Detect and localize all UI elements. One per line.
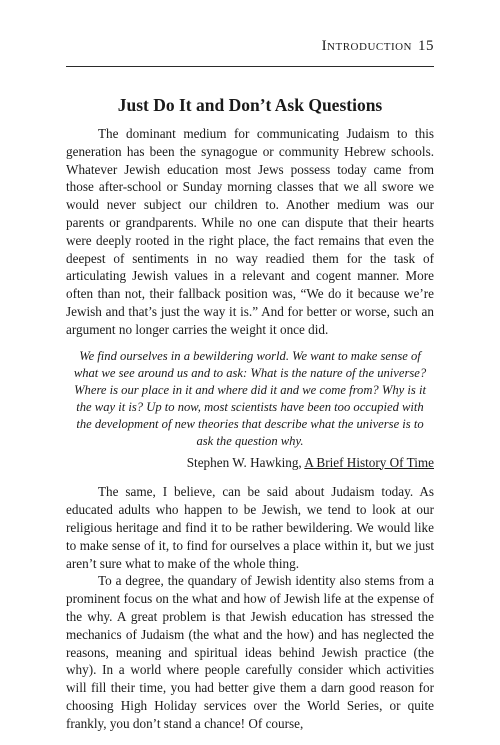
- running-head-section: Introduction: [321, 38, 412, 54]
- header-rule: [66, 66, 434, 67]
- quote-book-title: A Brief History Of Time: [304, 454, 434, 470]
- epigraph-quote: We find ourselves in a bewildering world. We want to make sense of what we see around us and to ask: What is the nature of the universe? Where is our place in it and where did it and we come from? Why is it the way it is? Up to now, most scientists have been too occupied with the development of new theories that describe what the universe is to ask the question why.: [73, 348, 427, 448]
- paragraph-2: The same, I believe, can be said about Judaism today. As educated adults who happen to be Jewish, we tend to look at our religious heritage and find it to be rather bewildering. We would like to make sense of it, to find for ourselves a place within it, but we just aren’t sure what to make of the whole thing.: [66, 484, 434, 571]
- chapter-title: Just Do It and Don’t Ask Questions: [117, 95, 383, 115]
- paragraph-3: To a degree, the quandary of Jewish identity also stems from a prominent focus on the what and how of Jewish life at the expense of the why. A great problem is that Jewish education has stressed the mechanics of Judaism (the what and the how) and has neglected the reasons, meaning and spiritual ideas behind Jewish practice (the why). In a world where people carefully consider which activities will fill their time, you had better give them a darn good reason for choosing High Holiday services over the World Series, or quite frankly, you don’t stand a chance! Of course,: [66, 573, 434, 731]
- paragraph-1: The dominant medium for communicating Judaism to this generation has been the synagogue or community Hebrew schools. Whatever Jewish education most Jews possess today came from those after-school or Sunday morning classes that we all swore we would never subject our children to. Another medium was our parents or grandparents. While no one can dispute that their hearts were deeply rooted in the right place, the fact remains that even the deepest of sentiments in no way readied them for the task of articulating Jewish values in a relevant and cogent manner. More often than not, their fallback position was, “We do it because we’re Jewish and that’s just the way it is.” And for better or worse, such an argument no longer carries the weight it once did.: [66, 126, 434, 337]
- running-head: [322, 38, 434, 55]
- quote-author: Stephen W. Hawking,: [186, 454, 302, 470]
- page-number: 15: [418, 38, 434, 54]
- page-content: [66, 94, 434, 733]
- quote-attribution: [66, 454, 434, 472]
